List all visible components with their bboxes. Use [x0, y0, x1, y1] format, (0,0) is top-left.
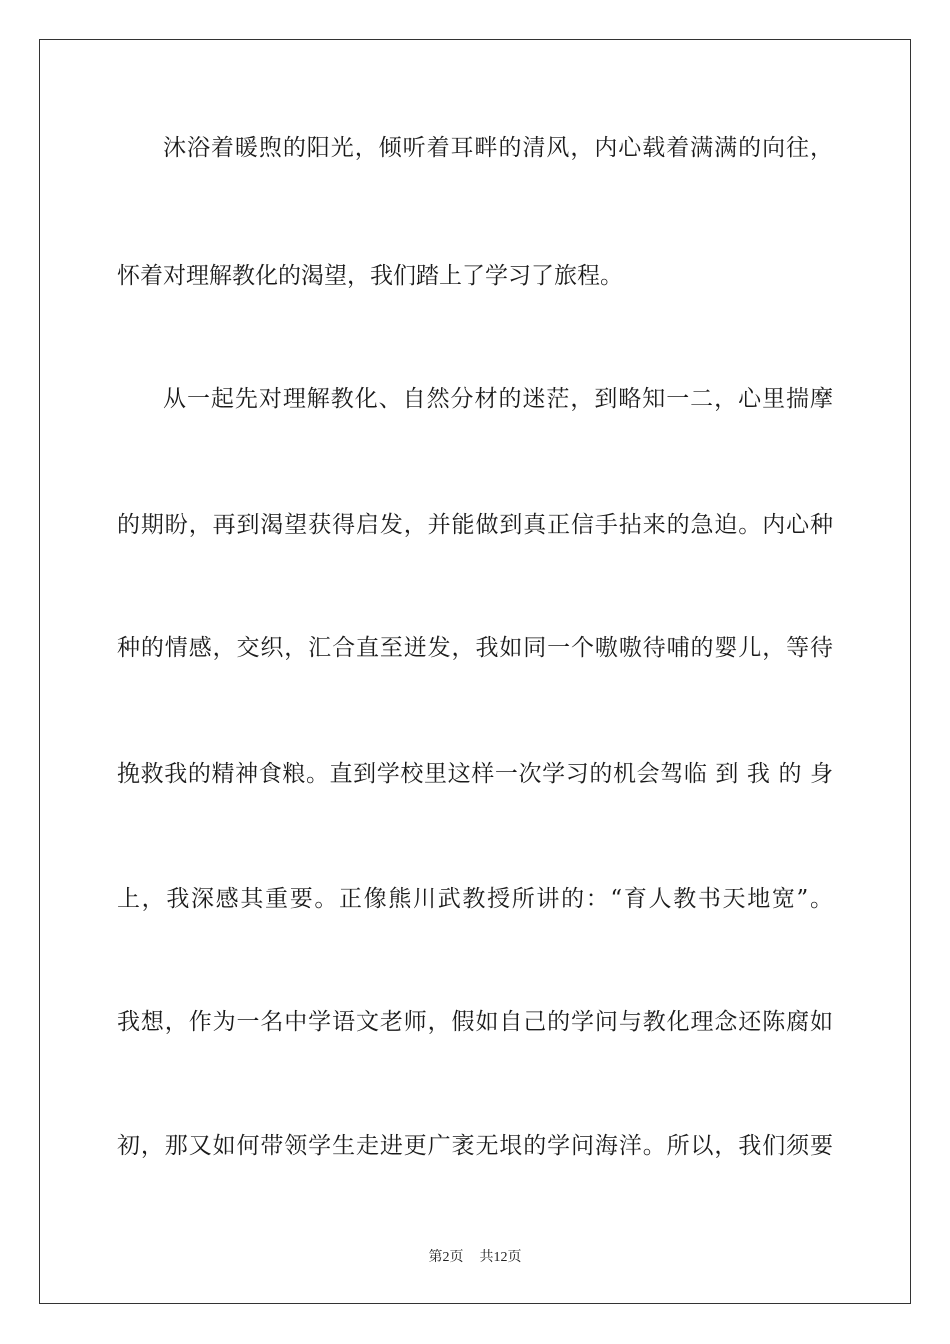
page-border — [39, 39, 911, 1304]
paragraph-line: 初，那又如何带领学生走进更广袤无垠的学问海洋。所以，我们须要 — [117, 1133, 833, 1159]
paragraph-line: 挽救我的精神食粮。直到学校里这样一次学习的机会驾临 到 我 的 身 — [117, 761, 833, 787]
paragraph-line: 上，我深感其重要。正像熊川武教授所讲的：“育人教书天地宽”。 — [117, 886, 833, 912]
page-number: 第2页 — [428, 1250, 464, 1265]
paragraph-line: 的期盼，再到渴望获得启发，并能做到真正信手拈来的急迫。内心种 — [117, 512, 833, 538]
paragraph-line: 怀着对理解教化的渴望，我们踏上了学习了旅程。 — [117, 263, 623, 289]
page-total: 共12页 — [479, 1250, 522, 1265]
paragraph-line: 种的情感，交织，汇合直至迸发，我如同一个嗷嗷待哺的婴儿，等待 — [117, 635, 833, 661]
paragraph-line: 沐浴着暖煦的阳光，倾听着耳畔的清风，内心载着满满的向往， — [163, 135, 833, 161]
paragraph-line: 我想，作为一名中学语文老师，假如自己的学问与教化理念还陈腐如 — [117, 1009, 833, 1035]
paragraph-line: 从一起先对理解教化、自然分材的迷茫，到略知一二，心里揣摩 — [163, 386, 833, 412]
page-footer — [0, 1246, 950, 1266]
